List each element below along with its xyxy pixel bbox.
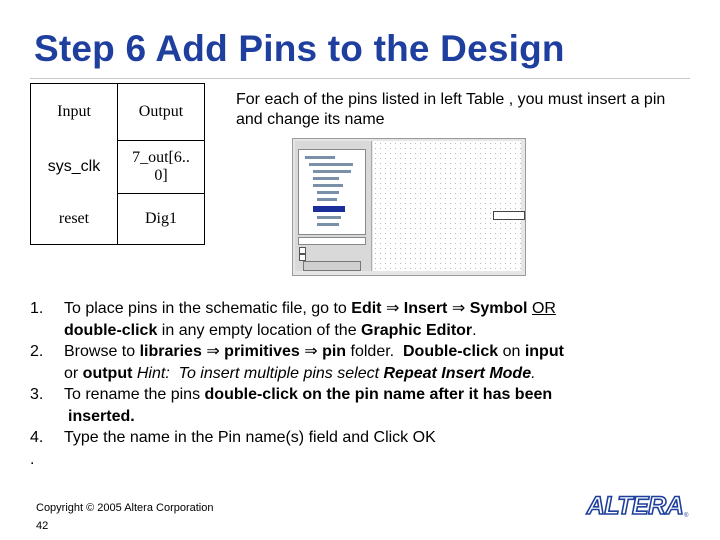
text: or bbox=[64, 364, 83, 382]
step-number: 4. bbox=[30, 429, 44, 446]
step-number: . bbox=[30, 450, 35, 468]
list-item bbox=[30, 341, 680, 384]
text: To rename the pins bbox=[64, 386, 205, 403]
text: output bbox=[82, 364, 133, 382]
side-note: For each of the pins listed in left Table , you must insert a pin and change its name bbox=[236, 91, 666, 128]
text: Symbol bbox=[469, 300, 528, 317]
text: Browse to bbox=[64, 343, 140, 360]
list-item bbox=[30, 384, 680, 427]
copyright: Copyright © 2005 Altera Corporation bbox=[36, 502, 214, 514]
symbol-preview-canvas bbox=[373, 141, 521, 271]
pin-table bbox=[30, 83, 205, 245]
name-field bbox=[298, 237, 366, 245]
registered-mark: ® bbox=[684, 513, 689, 519]
page-title: Step 6 Add Pins to the Design bbox=[34, 28, 565, 69]
text: double-click on the pin name after it has been bbox=[204, 386, 553, 403]
tree-item bbox=[313, 170, 351, 173]
step-number: 2. bbox=[30, 343, 44, 360]
header-input: Input bbox=[57, 103, 91, 121]
step-number: 3. bbox=[30, 386, 44, 403]
library-pane bbox=[295, 141, 372, 271]
cell-input: reset bbox=[58, 209, 90, 227]
tree-item bbox=[317, 216, 341, 219]
step-text bbox=[64, 298, 680, 341]
text: . bbox=[531, 364, 536, 382]
text: primitives bbox=[224, 343, 300, 360]
logo-text: ALTERA bbox=[586, 492, 684, 520]
repeat-insert-checkbox bbox=[299, 247, 306, 254]
text: input bbox=[524, 343, 564, 360]
text: Insert bbox=[403, 300, 448, 317]
tree-item bbox=[305, 156, 335, 159]
tree-item bbox=[309, 163, 353, 166]
text: To place pins in the schematic file, go to bbox=[64, 300, 352, 317]
title-divider bbox=[30, 78, 690, 79]
text: OR bbox=[531, 300, 556, 317]
text: Repeat Insert Mode bbox=[383, 364, 532, 382]
text: Graphic Editor bbox=[361, 321, 473, 339]
altera-logo bbox=[580, 489, 690, 523]
tree-item bbox=[313, 177, 339, 180]
text: on bbox=[498, 343, 525, 360]
arrow-icon: ⇒ bbox=[385, 300, 400, 317]
cell-input: sys_clk bbox=[47, 158, 101, 175]
step-text bbox=[64, 341, 680, 384]
tree-item bbox=[317, 191, 339, 194]
text: in any empty location of the bbox=[157, 321, 362, 339]
library-tree bbox=[298, 149, 366, 235]
launch-checkbox bbox=[299, 254, 306, 261]
table-row bbox=[31, 84, 205, 141]
list-item bbox=[30, 298, 680, 341]
arrow-icon: ⇒ bbox=[206, 343, 220, 360]
tree-selected-item bbox=[313, 206, 345, 212]
text: . bbox=[472, 321, 477, 339]
text: inserted. bbox=[68, 407, 135, 425]
arrow-icon: ⇒ bbox=[304, 343, 318, 360]
symbol-dialog-screenshot bbox=[292, 138, 526, 276]
text: Edit bbox=[351, 300, 382, 317]
list-item bbox=[30, 449, 680, 469]
tree-item bbox=[317, 198, 337, 201]
step-number: 1. bbox=[30, 300, 44, 317]
text: Hint: To insert multiple pins select bbox=[132, 364, 384, 382]
cell-output-line1: 7_out[6.. bbox=[132, 149, 190, 166]
text: libraries bbox=[139, 343, 202, 360]
cell-output bbox=[118, 141, 205, 194]
page-number: 42 bbox=[36, 520, 49, 532]
tree-item bbox=[317, 223, 339, 226]
cell-output-line2: 0] bbox=[154, 167, 168, 184]
text: Double-click bbox=[403, 343, 499, 360]
cell-output: Dig1 bbox=[118, 194, 205, 245]
text: double-click bbox=[64, 321, 158, 339]
megawizard-button bbox=[303, 261, 361, 271]
table-row bbox=[31, 194, 205, 245]
header-output: Output bbox=[118, 84, 205, 141]
step-text: Type the name in the Pin name(s) field and Click OK bbox=[64, 429, 436, 446]
tree-item bbox=[313, 184, 343, 187]
steps-list bbox=[30, 298, 680, 469]
step-text bbox=[64, 384, 680, 427]
arrow-icon: ⇒ bbox=[451, 300, 466, 317]
table-row bbox=[31, 141, 205, 194]
text: folder. bbox=[346, 343, 403, 360]
text: pin bbox=[322, 343, 347, 360]
list-item bbox=[30, 427, 680, 449]
pin-symbol-preview bbox=[493, 211, 525, 220]
